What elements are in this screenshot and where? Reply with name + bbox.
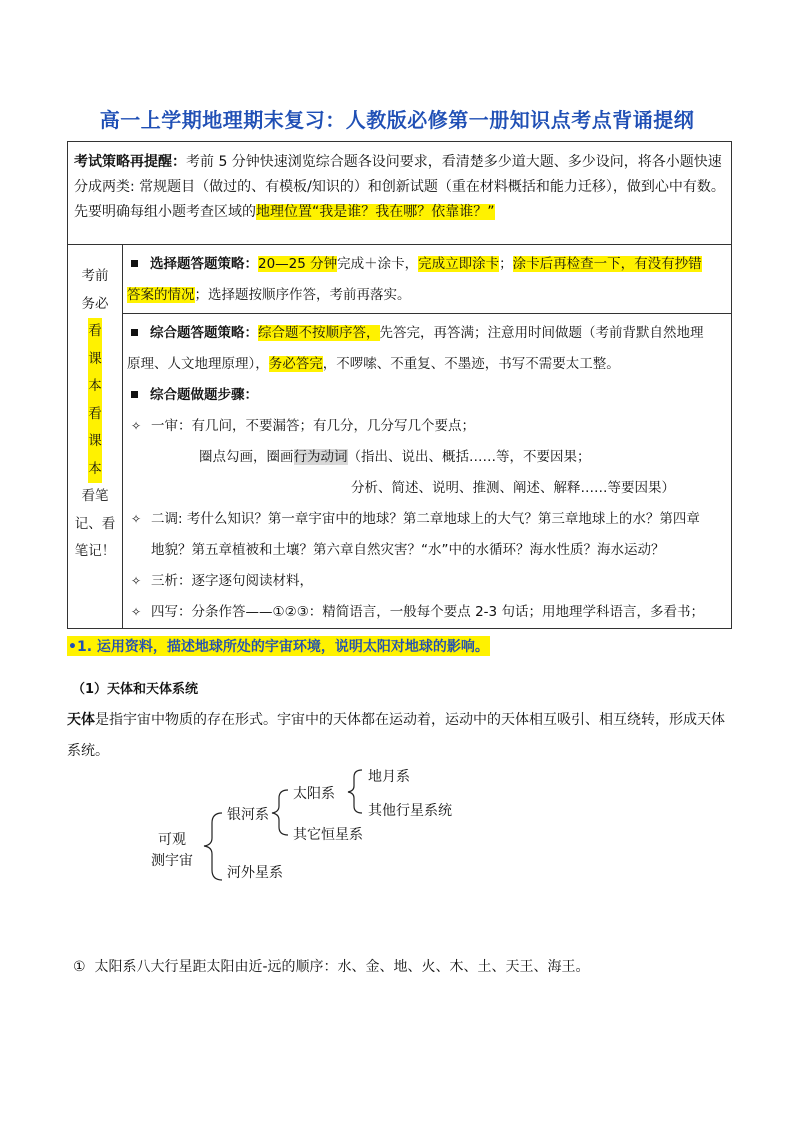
tips-text-3-highlight: 地理位置“我是谁？我在哪？依靠谁？” [256, 204, 495, 220]
step-1b-rest: （指出、说出、概括……等，不要因果； [347, 449, 591, 465]
tree-earth-moon: 地月系 [368, 769, 410, 785]
step-3: 三析：逐字逐句阅读材料， [151, 573, 313, 589]
comp-label: 综合题答题策略： [150, 325, 258, 341]
square-bullet-icon [131, 391, 138, 398]
step-2a: 二调: 考什么知识？第一章宇宙中的地球？第二章地球上的大气？第三章地球上的水？第四章 [151, 511, 700, 527]
side-line-2: 务必 [81, 295, 109, 312]
tree-other-stars: 其它恒星系 [293, 827, 363, 843]
comp-hl-2: 务必答完 [268, 356, 323, 372]
tree-extragalactic: 河外星系 [227, 865, 283, 881]
step-4: 四写：分条作答——①②③：精简语言，一般每个要点 2-3 句话；用地理学科语言，多看书； [151, 604, 704, 620]
comp-text-2: 原理、人文地理原理）， [127, 356, 269, 372]
square-bullet-icon [131, 329, 138, 336]
celestial-paragraph [67, 705, 729, 767]
tree-other-planets: 其他行星系统 [368, 803, 452, 819]
planet-order [73, 956, 590, 976]
comprehensive-cell [123, 314, 732, 629]
step-1b-highlight: 行为动词 [293, 449, 348, 465]
diamond-bullet-icon: ✧ [130, 605, 142, 619]
tips-text-2: 分成两类: 常规题目（做过的、有模板/知识的）和创新试题（重在材料概括和能力迁移），做到心中有数。 [74, 179, 725, 195]
page-title: 高一上学期地理期末复习：人教版必修第一册知识点考点背诵提纲 [99, 108, 695, 132]
order-number: ① [73, 959, 86, 975]
tree-solar: 太阳系 [293, 786, 335, 802]
diamond-bullet-icon: ✧ [130, 419, 142, 433]
choice-cell [123, 245, 732, 314]
tips-cell [68, 142, 732, 245]
step-1c: 分析、简述、说明、推测、阐述、解释……等要因果） [351, 480, 675, 496]
strategy-table [67, 141, 732, 629]
steps-label: 综合题做题步骤： [150, 387, 258, 403]
side-hl-3: 看 [88, 401, 102, 429]
square-bullet-icon [131, 260, 138, 267]
section-heading: •1. 运用资料，描述地球所处的宇宙环境，说明太阳对地球的影响。 [67, 636, 490, 656]
side-line-3: 看笔 [81, 488, 109, 504]
side-hl-0: 看 [88, 318, 102, 346]
diamond-bullet-icon: ✧ [130, 512, 142, 526]
side-reminder [68, 245, 123, 629]
choice-text-2: ； [499, 256, 513, 272]
side-hl-1: 课 [88, 346, 102, 374]
subsection-heading: （1）天体和天体系统 [72, 682, 199, 697]
side-hl-2: 本 [88, 373, 102, 401]
choice-label: 选择题答题策略： [150, 256, 258, 272]
choice-text-3: ；选择题按顺序作答，考前再落实。 [194, 287, 411, 303]
step-1: 一审：有几问，不要漏答；有几分，几分写几个要点； [151, 418, 475, 434]
tree-root-1: 可观 [158, 832, 186, 848]
tree-root-2: 测宇宙 [151, 853, 193, 869]
side-line-5: 笔记！ [74, 543, 116, 559]
tips-text-3: 先要明确每组小题考查区域的 [74, 204, 256, 220]
step-1b: 圈点勾画，圈画 [199, 449, 294, 465]
comp-text-3: ，不啰嗦、不重复、不墨迹，书写不需要太工整。 [322, 356, 620, 372]
diamond-bullet-icon: ✧ [130, 574, 142, 588]
side-hl-4: 课 [88, 428, 102, 456]
para-text: 是指宇宙中物质的存在形式。宇宙中的天体都在运动着，运动中的天体相互吸引、相互绕转，形成天体系统。 [67, 712, 725, 759]
choice-hl-4: 答案的情况 [127, 287, 195, 303]
side-line-4: 记、看 [74, 515, 116, 532]
side-line-1: 考前 [81, 268, 109, 284]
tips-text-1: 考前 5 分钟快速浏览综合题各设问要求，看清楚多少道大题、多少设问，将各小题快速 [186, 154, 722, 170]
step-2b: 地貌？第五章植被和土壤？第六章自然灾害？“水”中的水循环？海水性质？海水运动？ [151, 542, 665, 558]
comp-hl-1: 综合题不按顺序答， [258, 325, 380, 341]
tips-label: 考试策略再提醒： [74, 154, 186, 170]
choice-hl-3: 涂卡后再检查一下，有没有抄错 [512, 256, 702, 272]
comp-text-1: 先答完，再答满；注意用时间做题（考前背默自然地理 [379, 325, 704, 341]
choice-hl-2: 完成立即涂卡 [418, 256, 500, 272]
tree-galaxy: 银河系 [227, 807, 269, 823]
order-text: 太阳系八大行星距太阳由近-远的顺序：水、金、地、火、木、土、天王、海王。 [94, 959, 590, 975]
choice-hl-1: 20—25 分钟 [258, 256, 338, 272]
para-bold-term: 天体 [67, 712, 95, 728]
side-hl-5: 本 [88, 456, 102, 484]
choice-text-1: 完成＋涂卡， [337, 256, 419, 272]
